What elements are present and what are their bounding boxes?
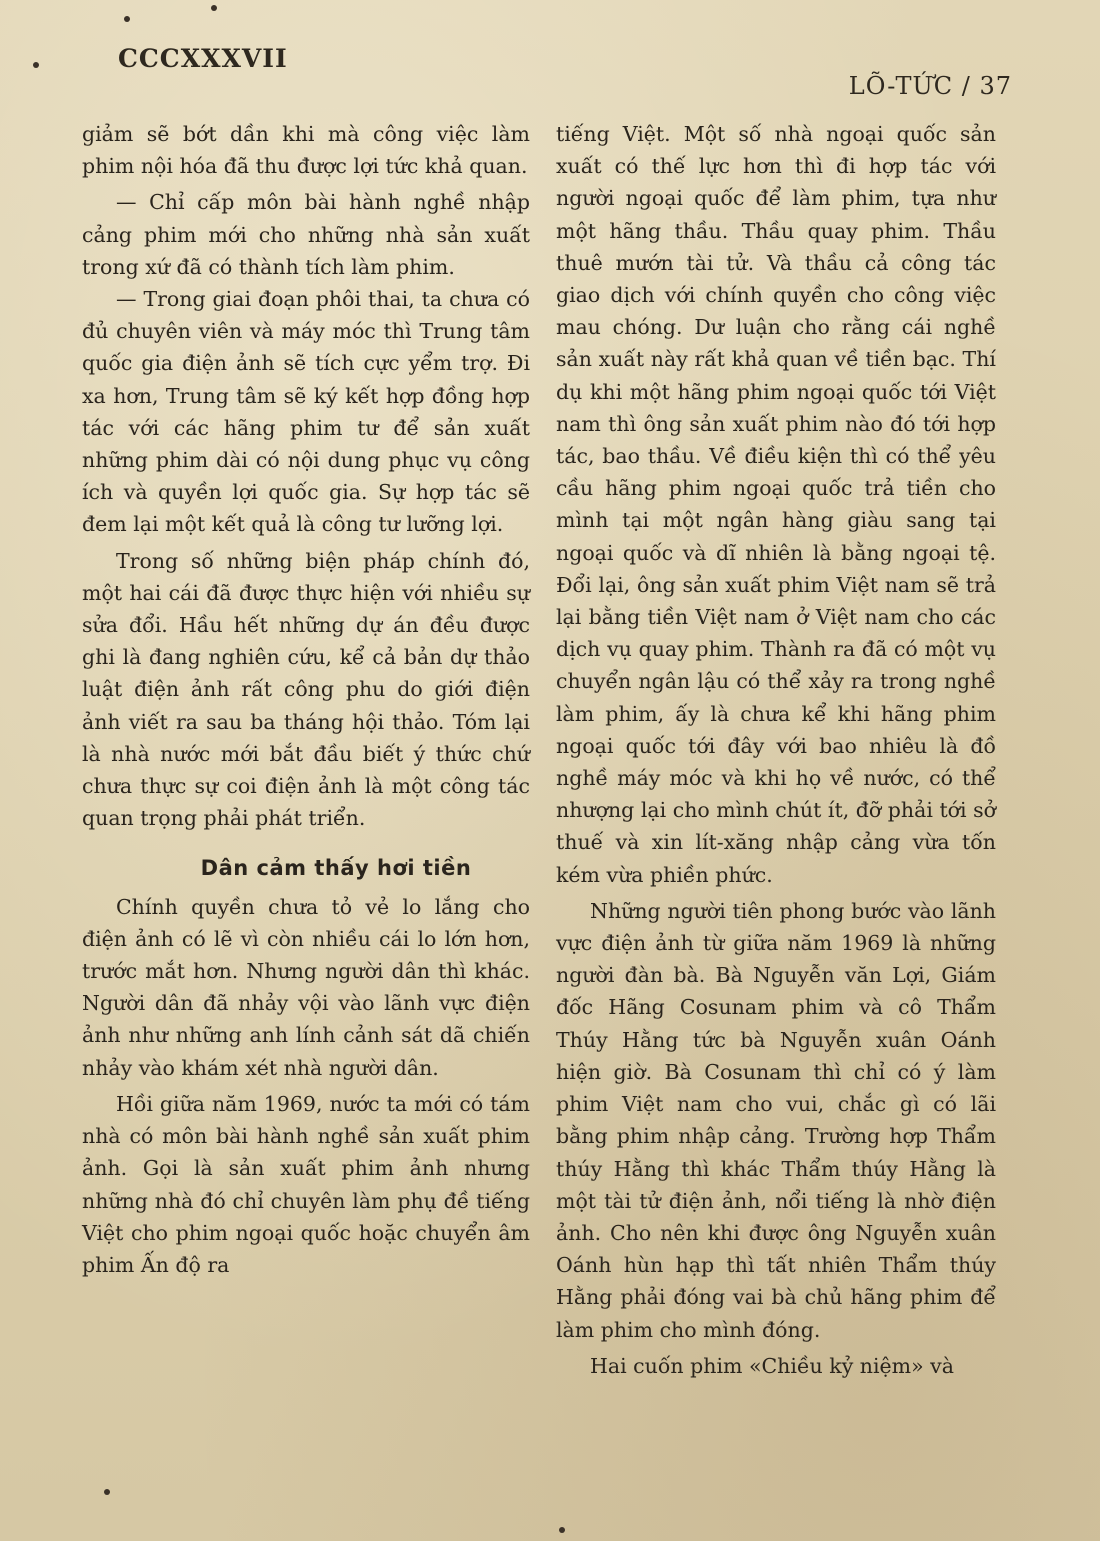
paragraph: giảm sẽ bớt dần khi mà công việc làm phim nội hóa đã thu được lợi tức khả quan. (82, 122, 530, 179)
left-column (82, 118, 530, 1281)
page-running-head: LÕ-TỨC / 37 (848, 72, 1012, 100)
page-issue-number: CCCXXXVII (118, 44, 288, 73)
print-dot (33, 62, 39, 68)
print-dot (211, 5, 217, 11)
paragraph: Chính quyền chưa tỏ vẻ lo lắng cho điện ảnh có lẽ vì còn nhiều cái lo lớn hơn, trước mắt hơn. Nhưng người dân thì khác. Người dân đã nhảy vội vào lãnh vực điện ảnh như những anh lính cảnh sát dã chiến nhảy vào khám xét nhà người dân. (82, 894, 530, 1080)
right-column (556, 118, 996, 1382)
paragraph: — Trong giai đoạn phôi thai, ta chưa có đủ chuyên viên và máy móc thì Trung tâm quốc gia điện ảnh sẽ tích cực yểm trợ. Đi xa hơn, Trung tâm sẽ ký kết hợp đồng hợp tác với các hãng phim tư để sản xuất những phim dài có nội dung phục vụ công ích và quyền lợi quốc gia. Sự hợp tác sẽ đem lại một kết quả là công tư lưỡng lợi. (82, 287, 530, 537)
paragraph: tiếng Việt. Một số nhà ngoại quốc sản xuất có thế lực hơn thì đi hợp tác với người ngoại quốc để làm phim, tựa như một hãng thầu. Thầu quay phim. Thầu thuê mướn tài tử. Và thầu cả công tác giao dịch với chính quyền cho công việc mau chóng. Dư luận cho rằng cái nghề sản xuất này rất khả quan về tiền bạc. Thí dụ khi một hãng phim ngoại quốc tới Việt nam thì ông sản xuất phim nào đó tới hợp tác, bao thầu. Về điều kiện thì có thể yêu cầu hãng phim ngoại quốc trả tiền cho mình tại một ngân hàng giàu sang tại ngoại quốc và dĩ nhiên là bằng ngoại tệ. Đổi lại, ông sản xuất phim Việt nam sẽ trả lại bằng tiền Việt nam ở Việt nam cho các dịch vụ quay phim. Thành ra đã có một vụ chuyển ngân lậu có thể xảy ra trong nghề làm phim, ấy là chưa kể khi hãng phim ngoại quốc tới đây với bao nhiêu là đồ nghề máy móc và khi họ về nước, có thể nhượng lại cho mình chút ít, đỡ phải tới sở thuế và xin lít-xăng nhập cảng vừa tốn kém vừa phiền phức. (556, 122, 996, 887)
section-heading: Dân cảm thấy hơi tiền (200, 856, 472, 881)
paragraph: Trong số những biện pháp chính đó, một hai cái đã được thực hiện với nhiều sự sửa đổi. Hầu hết những dự án đều được ghi là đang nghiên cứu, kể cả bản dự thảo luật điện ảnh rất công phu do giới điện ảnh viết ra sau ba tháng hội thảo. Tóm lại là nhà nước mới bắt đầu biết ý thức chứ chưa thực sự coi điện ảnh là một công tác quan trọng phải phát triển. (82, 548, 530, 831)
paragraph: Hồi giữa năm 1969, nước ta mới có tám nhà có môn bài hành nghề sản xuất phim ảnh. Gọi là sản xuất phim ảnh nhưng những nhà đó chỉ chuyên làm phụ đề tiếng Việt cho phim ngoại quốc hoặc chuyển âm phim Ấn độ ra (82, 1091, 530, 1277)
print-dot (104, 1489, 110, 1495)
paragraph: — Chỉ cấp môn bài hành nghề nhập cảng phim mới cho những nhà sản xuất trong xứ đã có thành tích làm phim. (82, 190, 530, 279)
print-dot (559, 1527, 565, 1533)
paragraph: Những người tiên phong bước vào lãnh vực điện ảnh từ giữa năm 1969 là những người đàn bà. Bà Nguyễn văn Lợi, Giám đốc Hãng Cosunam phim và cô Thẩm Thúy Hằng tức bà Nguyễn xuân Oánh hiện giờ. Bà Cosunam thì chỉ có ý làm phim Việt nam cho vui, chắc gì có lãi bằng phim nhập cảng. Trường hợp Thẩm thúy Hằng thì khác Thẩm thúy Hằng là một tài tử điện ảnh, nổi tiếng là nhờ điện ảnh. Cho nên khi được ông Nguyễn xuân Oánh hùn hạp thì tất nhiên Thẩm thúy Hằng phải đóng vai bà chủ hãng phim để làm phim cho mình đóng. (556, 898, 996, 1342)
print-dot (124, 16, 130, 22)
paragraph: Hai cuốn phim «Chiều kỷ niệm» và (590, 1353, 954, 1378)
